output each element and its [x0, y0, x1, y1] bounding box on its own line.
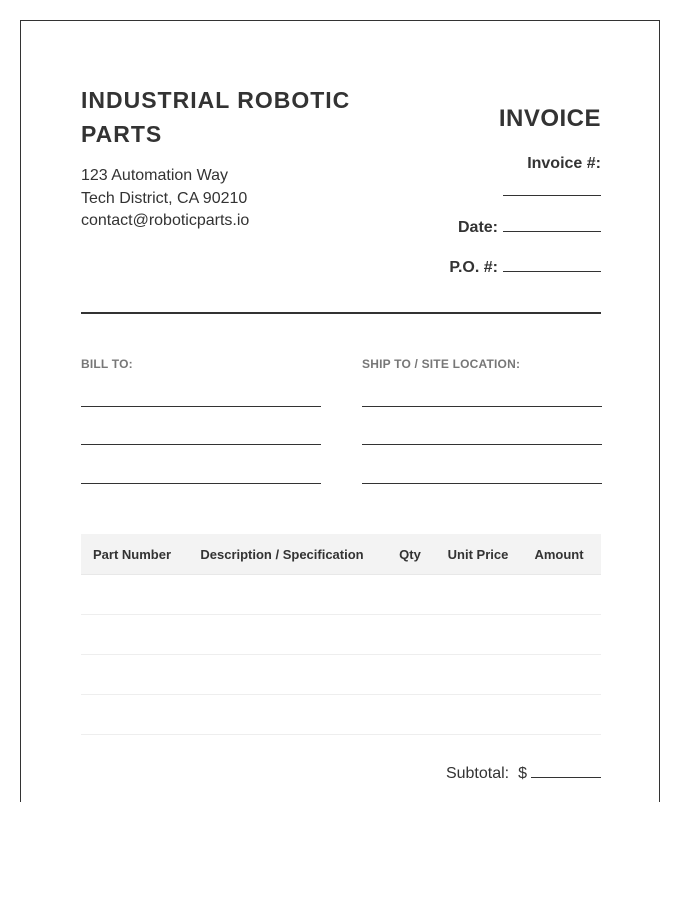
- unit-price-cell[interactable]: [439, 695, 517, 735]
- header-divider: [81, 312, 601, 314]
- subtotal-row: [446, 763, 601, 783]
- line-items-table: [81, 534, 601, 735]
- ship-to-label: SHIP TO / SITE LOCATION:: [362, 357, 521, 371]
- date-label: Date:: [457, 219, 498, 236]
- bill-to-line[interactable]: [81, 406, 321, 407]
- column-header-qty: Qty: [381, 534, 439, 575]
- column-header-amount: Amount: [517, 534, 601, 575]
- description-cell[interactable]: [183, 695, 381, 735]
- description-cell[interactable]: [183, 655, 381, 695]
- company-name: INDUSTRIAL ROBOTIC PARTS: [81, 87, 351, 147]
- ship-to-line[interactable]: [362, 483, 602, 484]
- bill-to-label: BILL TO:: [81, 357, 133, 371]
- date-field[interactable]: [503, 217, 601, 232]
- column-header-description: Description / Specification: [183, 534, 381, 575]
- subtotal-label: Subtotal:: [445, 765, 510, 782]
- column-header-part-number: Part Number: [81, 534, 183, 575]
- po-field[interactable]: [503, 257, 601, 272]
- subtotal-field[interactable]: [531, 763, 601, 778]
- qty-cell[interactable]: [381, 655, 439, 695]
- description-cell[interactable]: [183, 615, 381, 655]
- unit-price-cell[interactable]: [439, 575, 517, 615]
- amount-cell[interactable]: [517, 695, 601, 735]
- bill-to-line[interactable]: [81, 483, 321, 484]
- amount-cell[interactable]: [517, 575, 601, 615]
- table-row: [81, 695, 601, 735]
- ship-to-line[interactable]: [362, 444, 602, 445]
- po-row: [449, 257, 601, 277]
- qty-cell[interactable]: [381, 575, 439, 615]
- part-number-cell[interactable]: [81, 655, 183, 695]
- part-number-cell[interactable]: [81, 615, 183, 655]
- description-cell[interactable]: [183, 575, 381, 615]
- amount-cell[interactable]: [517, 615, 601, 655]
- company-address-line1: 123 Automation Way: [81, 167, 229, 184]
- unit-price-cell[interactable]: [439, 655, 517, 695]
- table-row: [81, 615, 601, 655]
- table-header-row: [81, 534, 601, 575]
- company-email: contact@roboticparts.io: [81, 212, 250, 229]
- column-header-unit-price: Unit Price: [439, 534, 517, 575]
- table-row: [81, 655, 601, 695]
- company-contact-block: [81, 165, 249, 233]
- date-row: [458, 217, 601, 237]
- currency-symbol: $: [518, 765, 527, 782]
- table-row: [81, 575, 601, 615]
- po-label: P.O. #:: [449, 259, 498, 276]
- amount-cell[interactable]: [517, 655, 601, 695]
- invoice-number-field[interactable]: [503, 195, 601, 196]
- invoice-number-label: Invoice #:: [527, 155, 601, 172]
- bill-to-line[interactable]: [81, 444, 321, 445]
- invoice-title: INVOICE: [498, 105, 601, 132]
- unit-price-cell[interactable]: [439, 615, 517, 655]
- company-address-line2: Tech District, CA 90210: [81, 189, 248, 207]
- invoice-sheet: [20, 20, 660, 802]
- invoice-content: [81, 21, 601, 802]
- part-number-cell[interactable]: [81, 695, 183, 735]
- qty-cell[interactable]: [381, 695, 439, 735]
- part-number-cell[interactable]: [81, 575, 183, 615]
- qty-cell[interactable]: [381, 615, 439, 655]
- ship-to-line[interactable]: [362, 406, 602, 407]
